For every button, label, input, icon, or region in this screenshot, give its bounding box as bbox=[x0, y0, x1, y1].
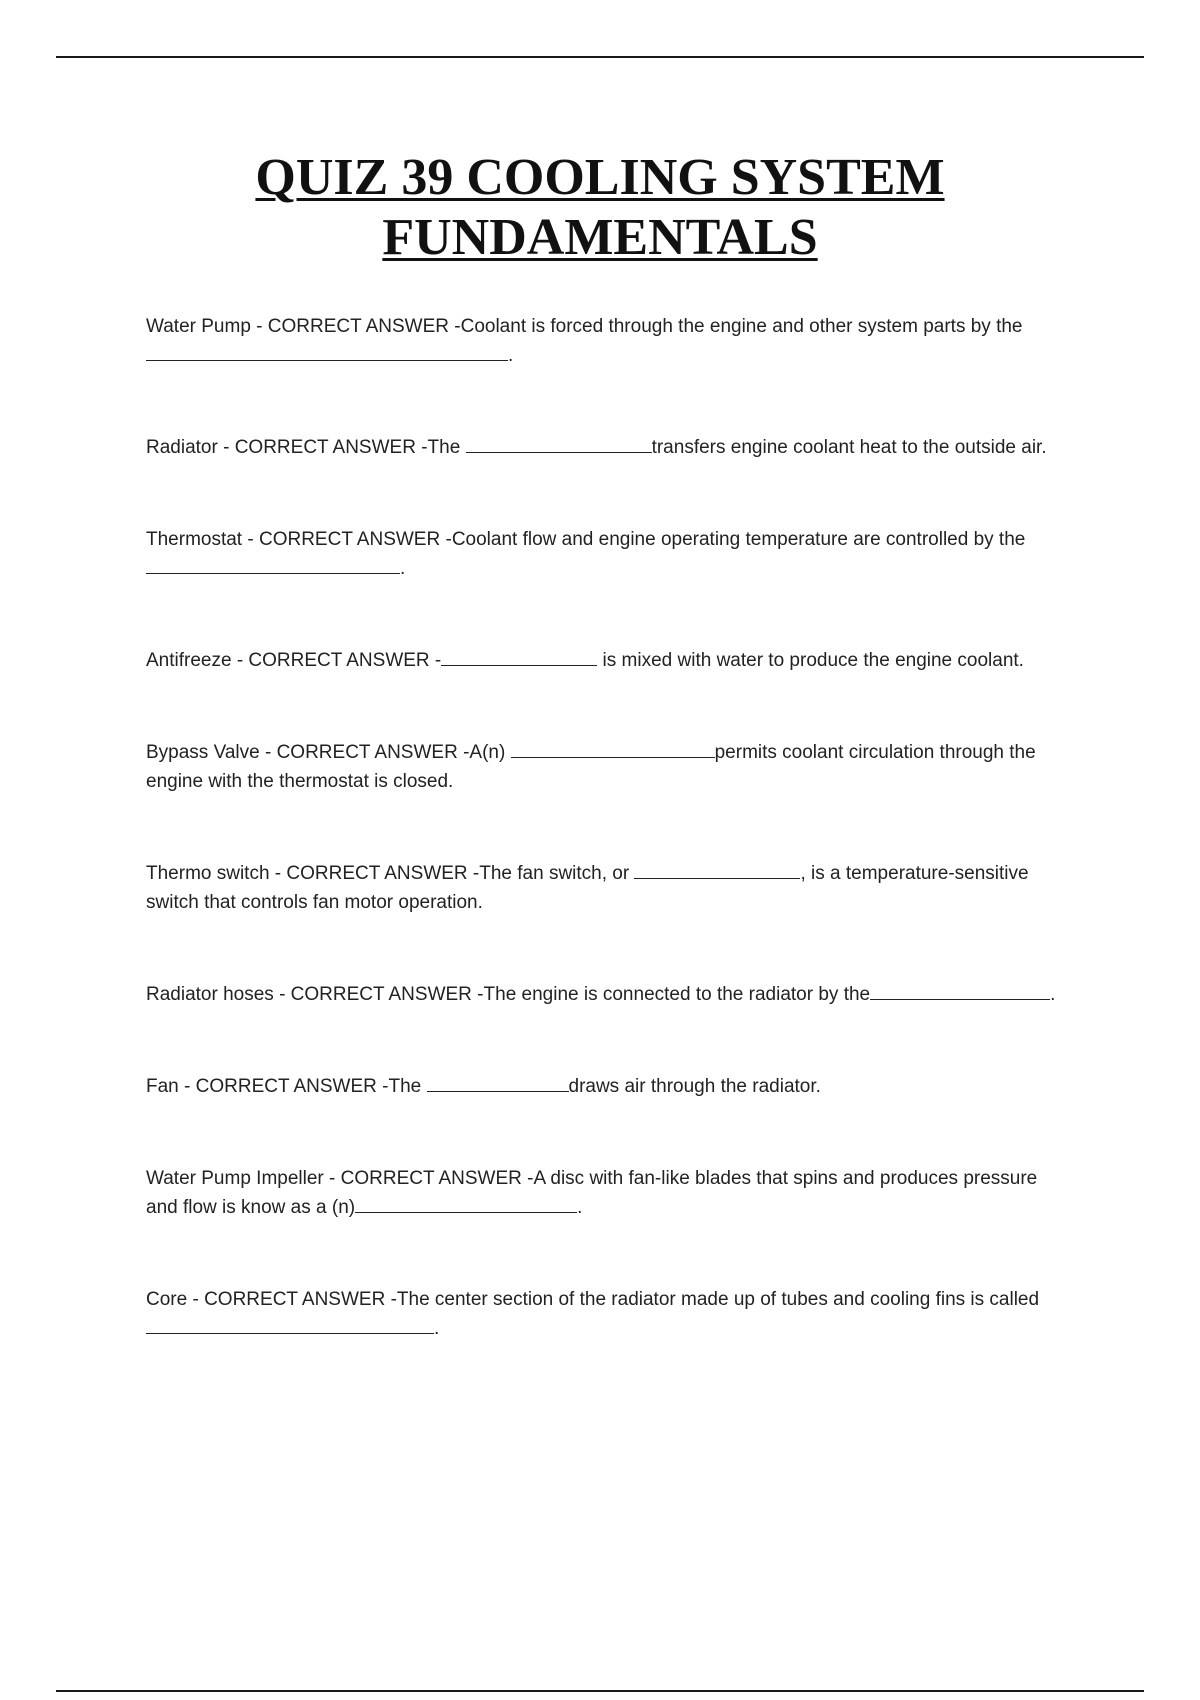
question-text: The engine is connected to the radiator by the bbox=[483, 984, 871, 1005]
answer-blank bbox=[146, 342, 508, 361]
question-item bbox=[146, 859, 1066, 917]
question-term: Water Pump bbox=[146, 316, 251, 337]
question-term: Thermo switch bbox=[146, 863, 270, 884]
answer-blank bbox=[634, 860, 800, 879]
question-item bbox=[146, 312, 1066, 370]
title-line-1: QUIZ 39 COOLING SYSTEM bbox=[255, 149, 945, 206]
answer-blank bbox=[146, 1315, 434, 1334]
question-text-end: draws air through the radiator. bbox=[568, 1076, 821, 1097]
question-term: Antifreeze bbox=[146, 650, 232, 671]
answer-blank bbox=[511, 739, 715, 758]
question-text: Coolant is forced through the engine and other system parts by the bbox=[460, 316, 1028, 337]
question-term: Water Pump Impeller bbox=[146, 1168, 324, 1189]
answer-blank bbox=[427, 1073, 569, 1092]
question-item bbox=[146, 1072, 1066, 1101]
answer-separator: - CORRECT ANSWER - bbox=[273, 984, 484, 1005]
answer-separator: - CORRECT ANSWER - bbox=[323, 1168, 534, 1189]
question-text-end: . bbox=[1050, 984, 1056, 1005]
answer-separator: - CORRECT ANSWER - bbox=[178, 1076, 389, 1097]
question-item bbox=[146, 980, 1066, 1009]
answer-separator: - CORRECT ANSWER - bbox=[217, 437, 428, 458]
question-text: The fan switch, or bbox=[479, 863, 635, 884]
bottom-rule bbox=[56, 1690, 1144, 1692]
answer-separator: - CORRECT ANSWER - bbox=[187, 1289, 397, 1310]
answer-separator: - CORRECT ANSWER - bbox=[269, 863, 480, 884]
question-term: Bypass Valve bbox=[146, 742, 260, 763]
page-title bbox=[0, 148, 1200, 268]
question-text: A(n) bbox=[469, 742, 511, 763]
answer-separator: - CORRECT ANSWER - bbox=[242, 529, 452, 550]
question-text-end: . bbox=[434, 1318, 440, 1339]
question-text: The center section of the radiator made up of tubes and cooling fins is called bbox=[396, 1289, 1045, 1310]
question-text: The bbox=[427, 437, 466, 458]
question-list bbox=[146, 312, 1066, 1343]
question-text-end: is mixed with water to produce the engine coolant. bbox=[597, 650, 1024, 671]
top-rule bbox=[56, 56, 1144, 58]
answer-separator: - CORRECT ANSWER - bbox=[231, 650, 442, 671]
question-term: Radiator hoses bbox=[146, 984, 274, 1005]
question-term: Fan bbox=[146, 1076, 179, 1097]
question-text-end: . bbox=[577, 1197, 583, 1218]
question-text: The bbox=[388, 1076, 427, 1097]
question-item bbox=[146, 646, 1066, 675]
question-term: Radiator bbox=[146, 437, 218, 458]
question-text-end: . bbox=[508, 345, 514, 366]
answer-separator: - CORRECT ANSWER - bbox=[259, 742, 470, 763]
question-item bbox=[146, 525, 1066, 583]
answer-blank bbox=[146, 555, 400, 574]
question-item bbox=[146, 738, 1066, 796]
question-item bbox=[146, 433, 1066, 462]
answer-blank bbox=[355, 1194, 577, 1213]
question-text-end: . bbox=[400, 558, 406, 579]
question-term: Thermostat bbox=[146, 529, 243, 550]
question-text-end: permits coolant circulation through the engine with the thermostat is closed. bbox=[146, 742, 1041, 792]
question-item bbox=[146, 1164, 1066, 1222]
question-text-end: transfers engine coolant heat to the outside air. bbox=[651, 437, 1047, 458]
answer-blank bbox=[466, 434, 652, 453]
answer-blank bbox=[441, 647, 597, 666]
question-text: A disc with fan-like blades that spins and produces pressure and flow is know as a (n) bbox=[146, 1168, 1043, 1218]
question-text: Coolant flow and engine operating temperature are controlled by the bbox=[451, 529, 1031, 550]
answer-separator: - CORRECT ANSWER - bbox=[250, 316, 461, 337]
question-item bbox=[146, 1285, 1066, 1343]
question-text-end: , is a temperature-sensitive switch that controls fan motor operation. bbox=[146, 863, 1034, 913]
answer-blank bbox=[870, 981, 1050, 1000]
title-line-2: FUNDAMENTALS bbox=[382, 209, 818, 266]
question-term: Core bbox=[146, 1289, 188, 1310]
